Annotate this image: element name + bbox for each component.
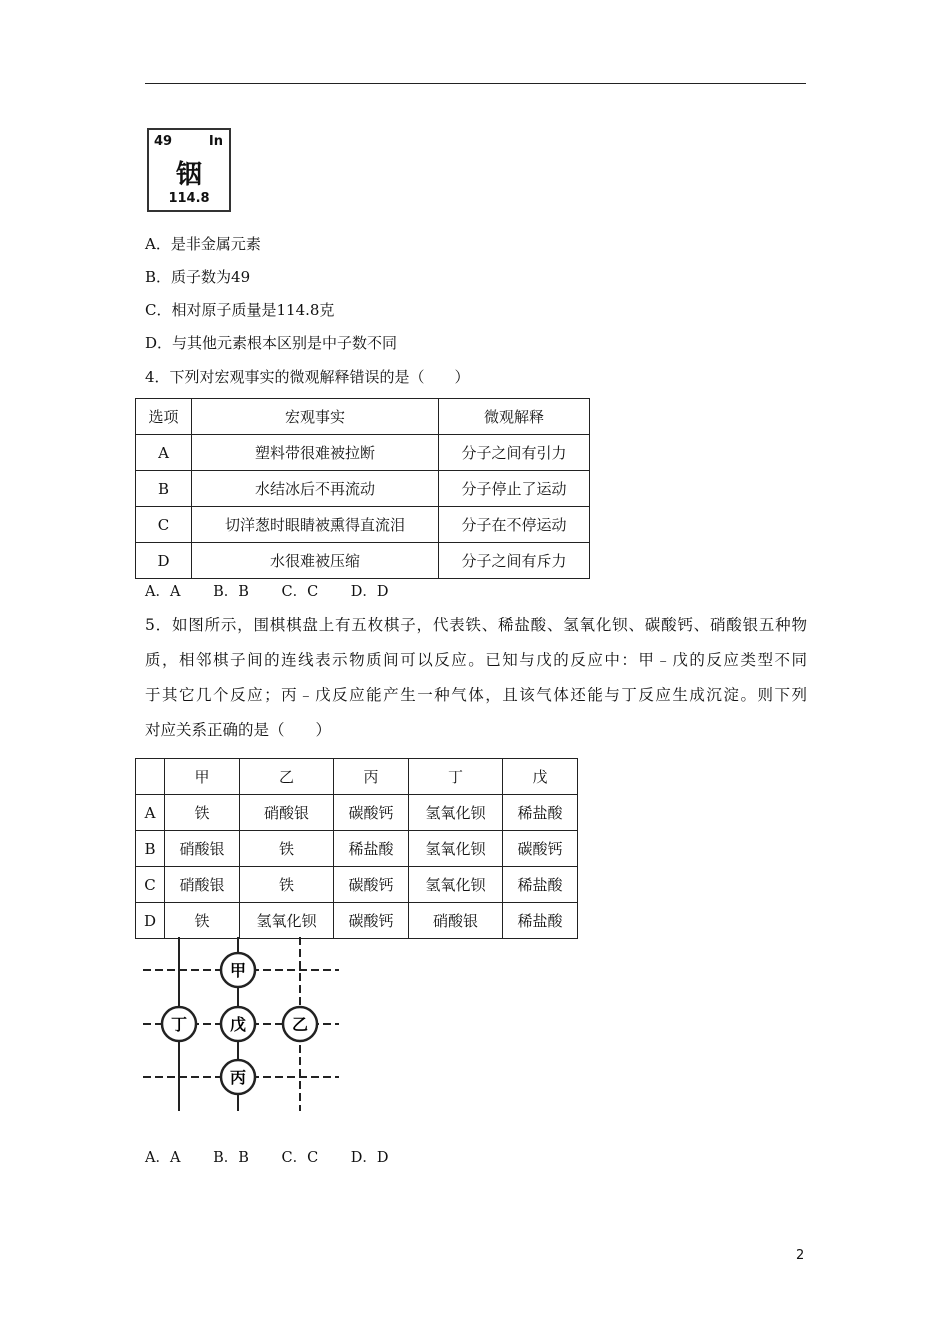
q3-option-c: C．相对原子质量是114.8克 bbox=[145, 301, 335, 319]
table-cell: 铁 bbox=[240, 867, 334, 903]
table-cell: 硝酸银 bbox=[240, 795, 334, 831]
stone-label: 丁 bbox=[170, 1015, 188, 1034]
q3-option-b: B．质子数为49 bbox=[145, 268, 251, 286]
table-cell: 氢氧化钡 bbox=[240, 903, 334, 939]
table-cell: 稀盐酸 bbox=[503, 903, 578, 939]
q4-table bbox=[135, 398, 590, 579]
table-cell: A bbox=[136, 795, 165, 831]
header-cell: 微观解释 bbox=[439, 399, 590, 435]
table-cell: 碳酸钙 bbox=[334, 795, 409, 831]
table-cell: D bbox=[136, 903, 165, 939]
table-cell: C bbox=[136, 867, 165, 903]
q5-option-b: B．B bbox=[213, 1150, 249, 1166]
q5-stem-line: 质，相邻棋子间的连线表示物质间可以反应。已知与戊的反应中：甲﹣戊的反应类型不同 bbox=[145, 651, 807, 669]
q5-stem-line: 5．如图所示，围棋棋盘上有五枚棋子，代表铁、稀盐酸、氢氧化钡、碳酸钙、硝酸银五种物 bbox=[145, 616, 807, 634]
q4-options bbox=[145, 580, 417, 601]
table-row bbox=[136, 795, 578, 831]
table-cell: 碳酸钙 bbox=[334, 867, 409, 903]
stone-center bbox=[221, 1007, 255, 1041]
table-row bbox=[136, 831, 578, 867]
table-cell: 碳酸钙 bbox=[503, 831, 578, 867]
header-rule bbox=[145, 83, 806, 84]
q4-option-c: C．C bbox=[281, 584, 319, 600]
q5-option-c: C．C bbox=[281, 1150, 319, 1166]
table-cell: A bbox=[136, 435, 192, 471]
table-row bbox=[136, 543, 590, 579]
header-cell bbox=[136, 759, 165, 795]
atomic-mass: 114.8 bbox=[168, 191, 210, 206]
element-card-indium bbox=[147, 128, 231, 212]
table-cell: 硝酸银 bbox=[165, 831, 240, 867]
header-cell: 甲 bbox=[165, 759, 240, 795]
header-cell: 丁 bbox=[409, 759, 503, 795]
table-header-row bbox=[136, 759, 578, 795]
stone-label: 戊 bbox=[229, 1015, 247, 1034]
table-cell: 硝酸银 bbox=[409, 903, 503, 939]
q5-option-d: D．D bbox=[350, 1150, 389, 1166]
table-cell: 稀盐酸 bbox=[334, 831, 409, 867]
q5-table bbox=[135, 758, 578, 939]
atomic-number: 49 bbox=[154, 134, 173, 149]
table-cell: B bbox=[136, 831, 165, 867]
q5-stem bbox=[145, 608, 807, 748]
table-cell: C bbox=[136, 507, 192, 543]
q3-option-a: A．是非金属元素 bbox=[145, 235, 261, 253]
stone-label: 乙 bbox=[291, 1015, 309, 1034]
go-board-diagram bbox=[143, 937, 343, 1113]
table-cell: 稀盐酸 bbox=[503, 867, 578, 903]
table-cell: 分子停止了运动 bbox=[439, 471, 590, 507]
table-row bbox=[136, 867, 578, 903]
table-cell: B bbox=[136, 471, 192, 507]
q3-option-d: D．与其他元素根本区别是中子数不同 bbox=[145, 334, 398, 352]
table-cell: 氢氧化钡 bbox=[409, 831, 503, 867]
table-cell: 铁 bbox=[165, 795, 240, 831]
q5-options bbox=[145, 1146, 417, 1167]
table-header-row bbox=[136, 399, 590, 435]
stone-left bbox=[162, 1007, 196, 1041]
table-cell: 氢氧化钡 bbox=[409, 795, 503, 831]
table-cell: 氢氧化钡 bbox=[409, 867, 503, 903]
table-cell: 碳酸钙 bbox=[334, 903, 409, 939]
q4-option-a: A．A bbox=[145, 584, 181, 600]
table-cell: 切洋葱时眼睛被熏得直流泪 bbox=[192, 507, 439, 543]
table-row bbox=[136, 471, 590, 507]
element-name: 铟 bbox=[175, 160, 202, 190]
table-cell: 铁 bbox=[240, 831, 334, 867]
table-cell: 水很难被压缩 bbox=[192, 543, 439, 579]
table-cell: 塑料带很难被拉断 bbox=[192, 435, 439, 471]
table-row bbox=[136, 435, 590, 471]
stone-bottom bbox=[221, 1060, 255, 1094]
table-cell: 稀盐酸 bbox=[503, 795, 578, 831]
page-number: 2 bbox=[796, 1248, 805, 1263]
table-cell: 分子之间有引力 bbox=[439, 435, 590, 471]
header-cell: 戊 bbox=[503, 759, 578, 795]
stone-right bbox=[283, 1007, 317, 1041]
header-cell: 选项 bbox=[136, 399, 192, 435]
q5-option-a: A．A bbox=[145, 1150, 181, 1166]
q4-option-b: B．B bbox=[213, 584, 249, 600]
header-cell: 宏观事实 bbox=[192, 399, 439, 435]
element-symbol: In bbox=[208, 134, 223, 149]
q5-stem-line: 于其它几个反应；丙﹣戊反应能产生一种气体，且该气体还能与丁反应生成沉淀。则下列 bbox=[145, 686, 807, 704]
header-cell: 丙 bbox=[334, 759, 409, 795]
table-cell: 分子之间有斥力 bbox=[439, 543, 590, 579]
table-cell: 分子在不停运动 bbox=[439, 507, 590, 543]
stone-label: 甲 bbox=[229, 961, 247, 980]
q4-stem: 4．下列对宏观事实的微观解释错误的是（ ） bbox=[145, 368, 470, 386]
table-row bbox=[136, 507, 590, 543]
stone-top bbox=[221, 953, 255, 987]
table-cell: 铁 bbox=[165, 903, 240, 939]
table-cell: 硝酸银 bbox=[165, 867, 240, 903]
q5-stem-line: 对应关系正确的是（ ） bbox=[145, 721, 332, 739]
table-row bbox=[136, 903, 578, 939]
table-cell: D bbox=[136, 543, 192, 579]
stone-label: 丙 bbox=[229, 1068, 247, 1087]
table-cell: 水结冰后不再流动 bbox=[192, 471, 439, 507]
q4-option-d: D．D bbox=[350, 584, 389, 600]
header-cell: 乙 bbox=[240, 759, 334, 795]
